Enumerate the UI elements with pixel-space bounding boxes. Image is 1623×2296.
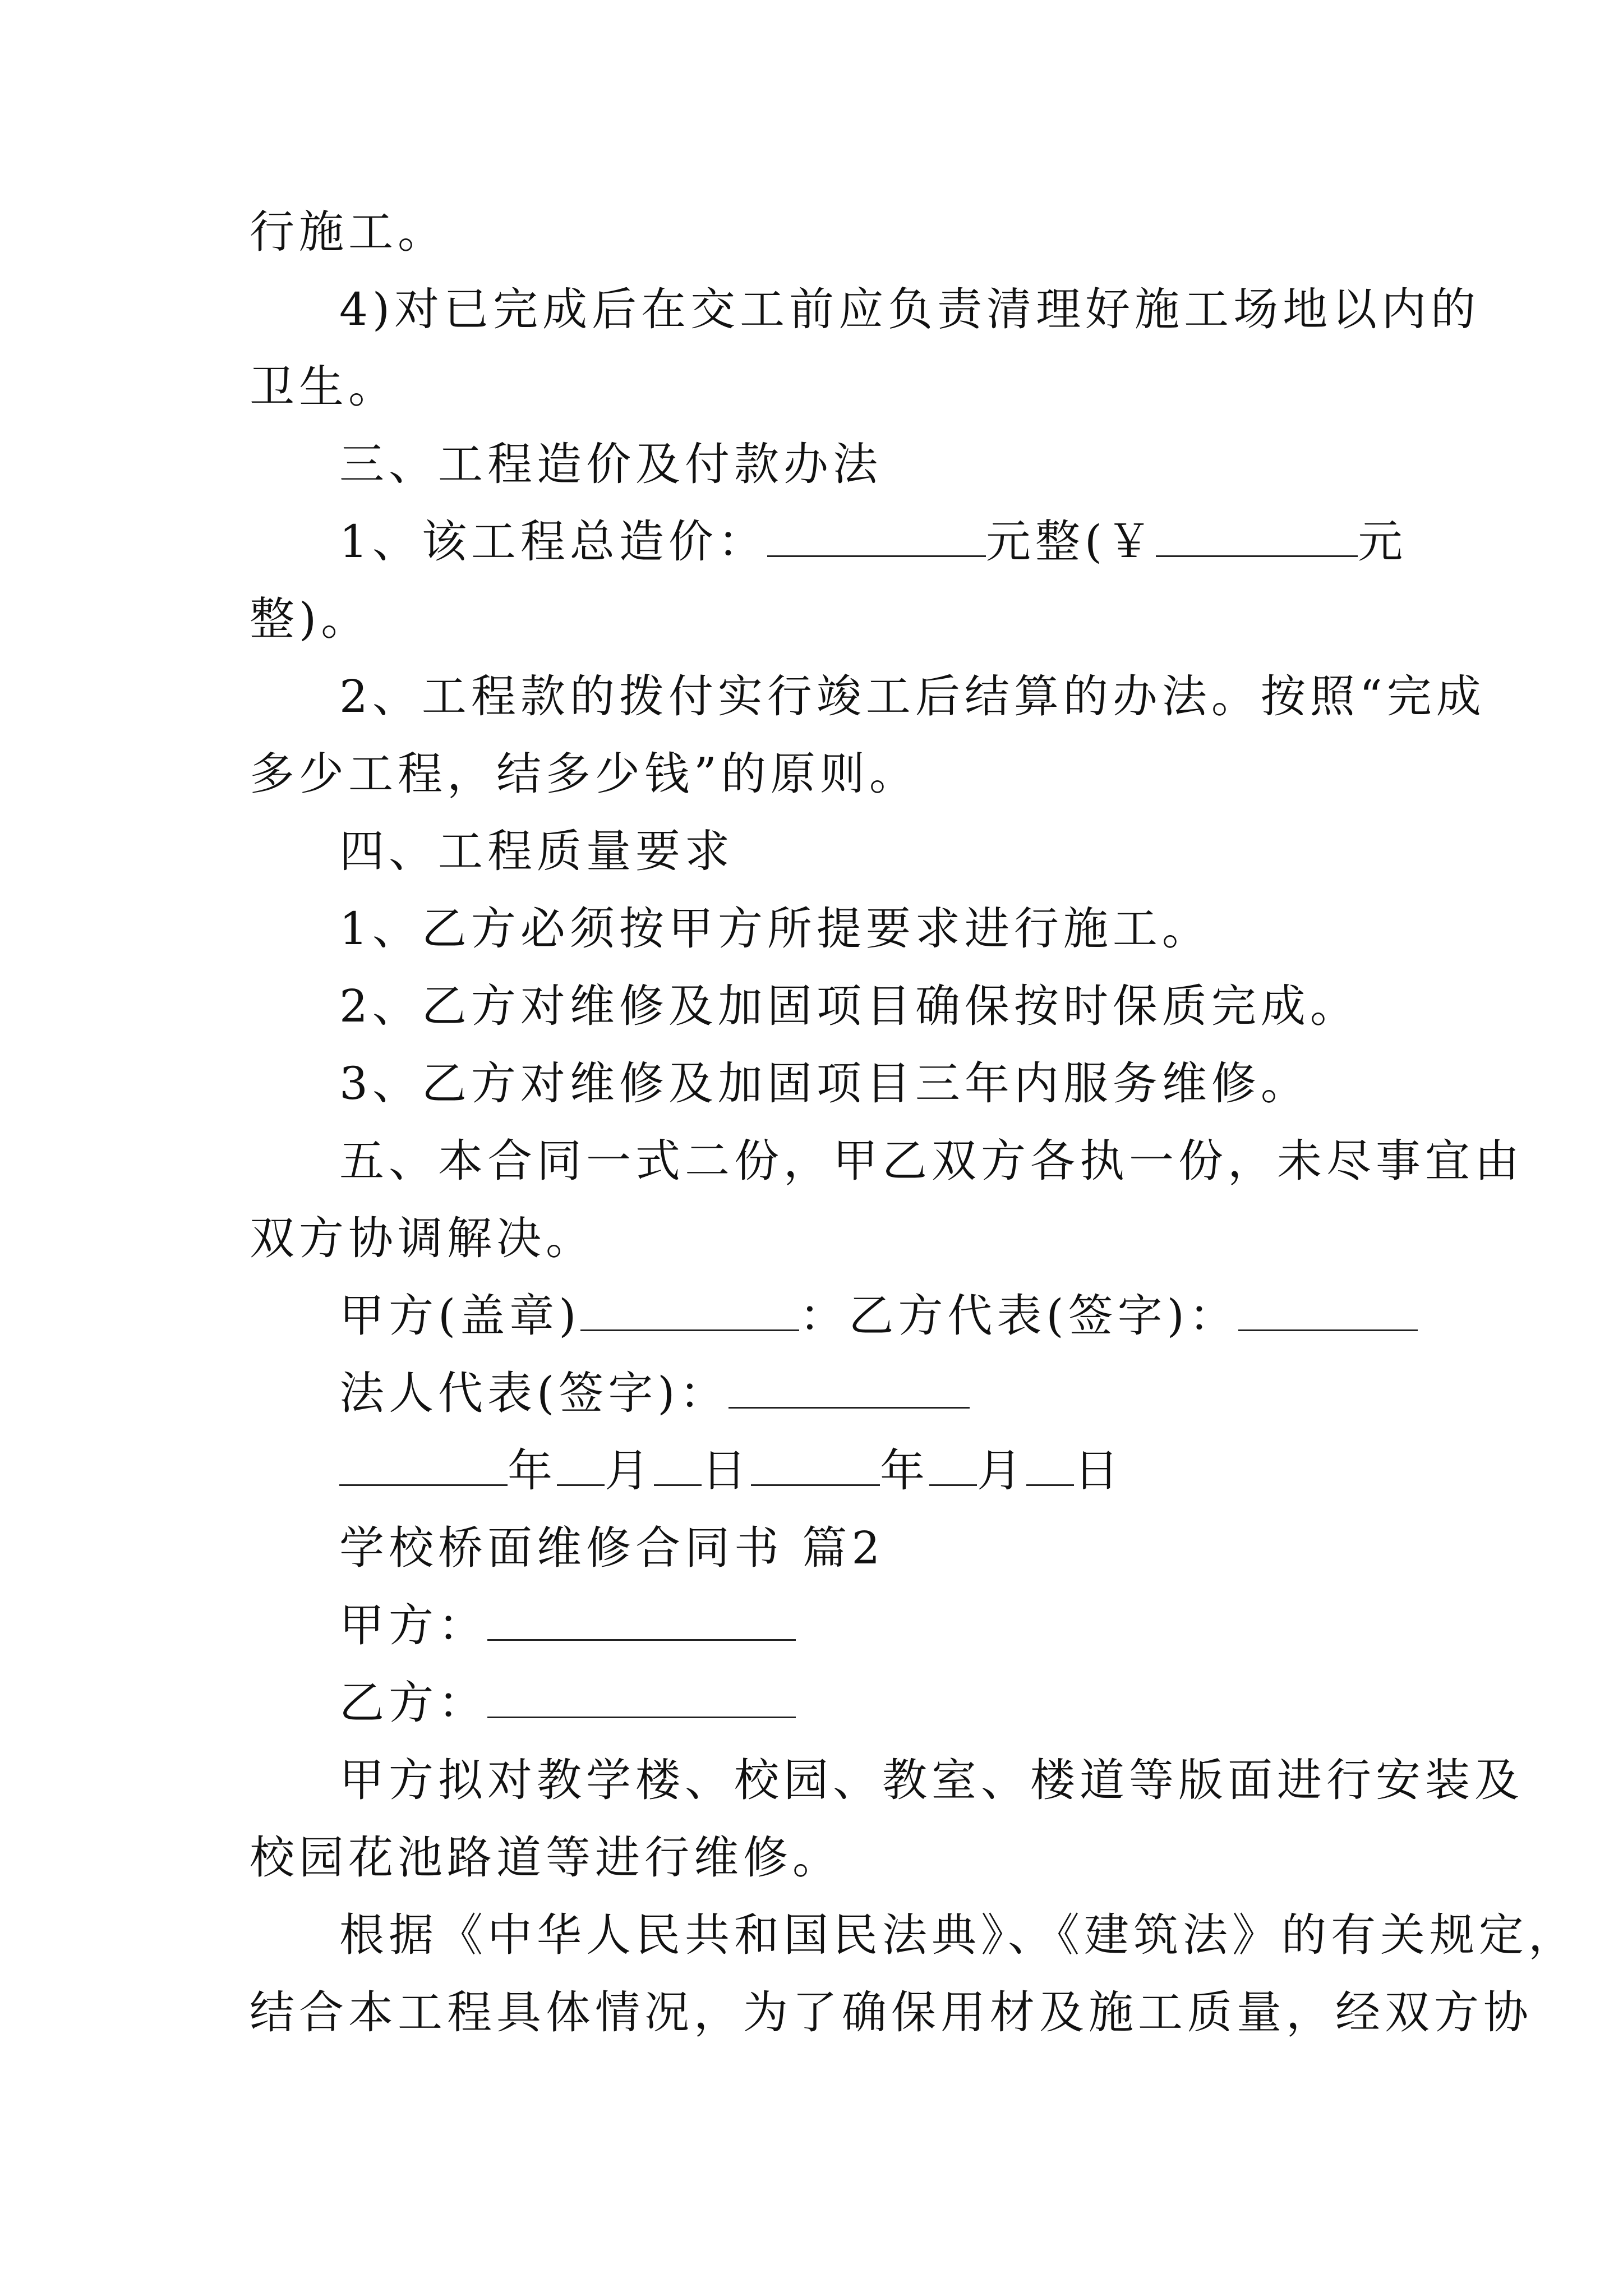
party-b-rep-blank bbox=[1238, 1286, 1418, 1331]
contract-title-2: 学校桥面维修合同书 篇2 bbox=[339, 1522, 885, 1574]
text-line bbox=[250, 271, 1481, 348]
yuan-text: 元 bbox=[1358, 516, 1408, 568]
text-line bbox=[250, 968, 1388, 1045]
text-line bbox=[250, 1122, 1524, 1200]
day-blank bbox=[654, 1441, 702, 1486]
text-line bbox=[250, 581, 1388, 658]
text-line bbox=[250, 658, 1486, 735]
party-b-label: 乙方： bbox=[339, 1677, 487, 1729]
text-line bbox=[250, 1277, 1388, 1355]
text-line bbox=[250, 1742, 1524, 1819]
section-heading-4: 四、工程质量要求 bbox=[339, 825, 734, 877]
text-line bbox=[250, 890, 1388, 968]
text-line bbox=[250, 503, 1408, 581]
total-price-unit: 元整(￥ bbox=[985, 516, 1156, 568]
scope-paragraph: 甲方拟对教学楼、校园、教室、楼道等版面进行安装及 bbox=[339, 1754, 1524, 1806]
party-a-seal-label: 甲方(盖章) bbox=[339, 1290, 581, 1342]
text-line bbox=[250, 1819, 1388, 1897]
month-blank bbox=[557, 1441, 605, 1486]
clause-4: 4)对已完成后在交工前应负责清理好施工场地以内的 bbox=[339, 283, 1481, 335]
party-b-rep-label: ：乙方代表(签字)： bbox=[799, 1290, 1238, 1342]
legal-rep-blank bbox=[728, 1363, 970, 1409]
month-blank-2 bbox=[929, 1441, 977, 1486]
day-blank-2 bbox=[1026, 1441, 1074, 1486]
payment-clause: 2、工程款的拨付实行竣工后结算的办法。按照“完成 bbox=[339, 670, 1486, 723]
section-5-continuation: 双方协调解决。 bbox=[250, 1212, 595, 1264]
party-a-seal-blank bbox=[580, 1286, 799, 1331]
party-a-label: 甲方： bbox=[339, 1599, 487, 1651]
text-line bbox=[250, 1664, 1388, 1742]
text-line bbox=[250, 735, 1388, 813]
text-line bbox=[250, 1897, 1578, 1974]
total-price-number-blank bbox=[1156, 512, 1358, 557]
text-line bbox=[250, 1045, 1388, 1122]
text-line bbox=[250, 1974, 1533, 2051]
section-5: 五、本合同一式二份，甲乙双方各执一份，未尽事宜由 bbox=[339, 1135, 1524, 1187]
total-price-label: 1、该工程总造价： bbox=[339, 516, 767, 568]
total-price-end: 整)。 bbox=[250, 593, 371, 645]
clause-4-continuation: 卫生。 bbox=[250, 361, 398, 413]
quality-clause-2: 2、乙方对维修及加固项目确保按时保质完成。 bbox=[339, 980, 1359, 1032]
text-line bbox=[250, 1587, 1388, 1664]
basis-paragraph: 根据《中华人民共和国民法典》、《建筑法》的有关规定， bbox=[339, 1909, 1578, 1961]
text-line bbox=[250, 348, 1388, 426]
scope-paragraph-continuation: 校园花池路道等进行维修。 bbox=[250, 1832, 842, 1884]
text-line bbox=[250, 1200, 1388, 1277]
contract-text bbox=[250, 194, 1578, 2051]
basis-paragraph-continuation: 结合本工程具体情况，为了确保用材及施工质量，经双方协 bbox=[250, 1986, 1533, 2039]
text-line bbox=[250, 1355, 1388, 1432]
year-blank-2 bbox=[751, 1441, 880, 1486]
legal-rep-label: 法人代表(签字)： bbox=[339, 1367, 729, 1419]
party-a-blank bbox=[487, 1595, 796, 1641]
date-line: 年 月 日 年 月 日 bbox=[250, 1432, 1388, 1510]
year-blank bbox=[339, 1441, 508, 1486]
payment-clause-continuation: 多少工程，结多少钱”的原则。 bbox=[250, 748, 919, 800]
total-price-blank bbox=[767, 512, 986, 557]
quality-clause-1: 1、乙方必须按甲方所提要求进行施工。 bbox=[339, 903, 1211, 955]
section-heading-3: 三、工程造价及付款办法 bbox=[339, 438, 882, 490]
paragraph-continuation: 行施工。 bbox=[250, 206, 447, 258]
text-line bbox=[250, 194, 1388, 271]
party-b-blank bbox=[487, 1673, 796, 1718]
quality-clause-3: 3、乙方对维修及加固项目三年内服务维修。 bbox=[339, 1057, 1310, 1110]
